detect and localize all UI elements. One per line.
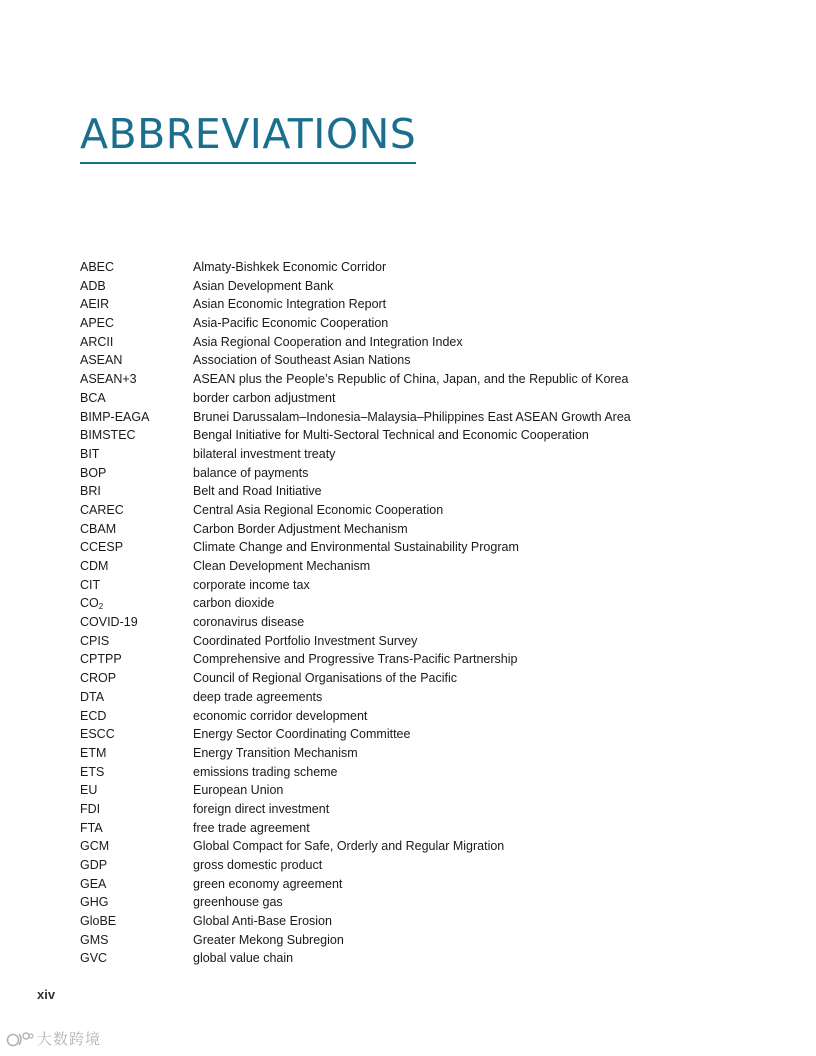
abbreviation-row xyxy=(80,669,760,688)
abbreviation-definition: emissions trading scheme xyxy=(193,764,338,779)
abbreviation-row xyxy=(80,538,760,557)
abbreviation-term: CCESP xyxy=(80,540,124,555)
abbreviation-term: CAREC xyxy=(80,502,124,517)
abbreviation-term: GloBE xyxy=(80,914,117,929)
abbreviation-row xyxy=(80,632,760,651)
abbreviation-definition: Carbon Border Adjustment Mechanism xyxy=(193,521,408,536)
abbreviation-definition: border carbon adjustment xyxy=(193,390,336,405)
abbreviation-term: ABEC xyxy=(80,260,115,274)
title-underline xyxy=(80,162,416,164)
abbreviation-definition: Energy Sector Coordinating Committee xyxy=(193,727,411,742)
watermark-text: 大数跨境 xyxy=(37,1030,102,1048)
abbreviation-definition: Greater Mekong Subregion xyxy=(193,932,344,947)
abbreviation-row xyxy=(80,426,760,445)
abbreviation-definition: coronavirus disease xyxy=(193,615,305,630)
abbreviation-row xyxy=(80,781,760,800)
abbreviation-term: BIT xyxy=(80,446,100,461)
abbreviation-definition: Central Asia Regional Economic Cooperation xyxy=(193,502,444,517)
abbreviation-term: ETS xyxy=(80,764,105,779)
abbreviation-term: CBAM xyxy=(80,521,117,536)
abbreviation-definition: ASEAN plus the People’s Republic of China, Japan, and the Republic of Korea xyxy=(193,372,629,387)
abbreviation-term: CIT xyxy=(80,577,101,592)
abbreviation-definition: Asian Development Bank xyxy=(193,278,334,293)
abbreviation-row xyxy=(80,856,760,875)
abbreviation-definition: Bengal Initiative for Multi-Sectoral Technical and Economic Cooperation xyxy=(193,428,589,443)
abbreviation-term: GDP xyxy=(80,858,108,872)
abbreviation-definition: Brunei Darussalam–Indonesia–Malaysia–Philippines East ASEAN Growth Area xyxy=(193,409,631,424)
abbreviation-term: AEIR xyxy=(80,297,110,312)
abbreviation-term: ETM xyxy=(80,745,107,760)
abbreviation-row xyxy=(80,482,760,501)
watermark xyxy=(6,1028,101,1049)
abbreviation-definition: Coordinated Portfolio Investment Survey xyxy=(193,633,418,648)
abbreviation-row xyxy=(80,650,760,669)
abbreviation-row xyxy=(80,389,760,408)
abbreviation-term: FTA xyxy=(80,820,103,835)
abbreviation-row xyxy=(80,613,760,632)
abbreviation-row xyxy=(80,912,760,931)
abbreviation-term: ADB xyxy=(80,278,106,293)
abbreviation-term: CROP xyxy=(80,671,117,686)
abbreviation-row xyxy=(80,725,760,744)
abbreviation-term: ECD xyxy=(80,708,107,723)
abbreviation-definition: carbon dioxide xyxy=(193,596,275,611)
abbreviation-row xyxy=(80,800,760,819)
abbreviation-row xyxy=(80,594,760,613)
abbreviation-term: COVID-19 xyxy=(80,615,138,630)
abbreviation-definition: Global Anti-Base Erosion xyxy=(193,914,332,929)
abbreviation-definition: Comprehensive and Progressive Trans-Pacific Partnership xyxy=(193,652,518,667)
abbreviation-row xyxy=(80,445,760,464)
abbreviation-row xyxy=(80,408,760,427)
abbreviation-list xyxy=(80,258,760,968)
abbreviation-row xyxy=(80,333,760,352)
abbreviation-term: ASEAN xyxy=(80,353,123,368)
abbreviation-definition: greenhouse gas xyxy=(193,895,283,910)
abbreviation-term: ARCII xyxy=(80,334,114,349)
abbreviation-definition: bilateral investment treaty xyxy=(193,446,336,461)
abbreviation-row xyxy=(80,707,760,726)
abbreviation-definition: Climate Change and Environmental Sustainability Program xyxy=(193,540,519,555)
abbreviation-definition: free trade agreement xyxy=(193,820,310,835)
abbreviation-term: GEA xyxy=(80,876,107,891)
abbreviation-term: BCA xyxy=(80,390,106,405)
abbreviation-row xyxy=(80,351,760,370)
abbreviation-term: BRI xyxy=(80,484,101,499)
abbreviation-row xyxy=(80,931,760,950)
abbreviation-row xyxy=(80,258,760,277)
abbreviation-term: CPIS xyxy=(80,633,110,648)
abbreviation-definition: Asian Economic Integration Report xyxy=(193,297,387,312)
page-number: xiv xyxy=(37,987,56,1002)
abbreviation-term: APEC xyxy=(80,316,115,331)
abbreviation-definition: economic corridor development xyxy=(193,708,368,723)
abbreviation-term: ESCC xyxy=(80,727,115,742)
abbreviation-term: CPTPP xyxy=(80,652,122,667)
abbreviation-definition: green economy agreement xyxy=(193,876,343,891)
watermark-logo-icon xyxy=(6,1030,34,1048)
abbreviation-definition: Global Compact for Safe, Orderly and Regular Migration xyxy=(193,839,505,854)
abbreviation-row xyxy=(80,277,760,296)
abbreviation-term: GCM xyxy=(80,839,110,854)
abbreviation-term: BIMP-EAGA xyxy=(80,409,150,424)
abbreviation-row xyxy=(80,464,760,483)
abbreviation-definition: Energy Transition Mechanism xyxy=(193,745,358,760)
abbreviation-term: EU xyxy=(80,783,98,798)
abbreviation-definition: Clean Development Mechanism xyxy=(193,559,371,573)
abbreviation-row xyxy=(80,314,760,333)
abbreviation-row xyxy=(80,295,760,314)
abbreviation-row xyxy=(80,370,760,389)
abbreviation-definition: gross domestic product xyxy=(193,858,323,872)
abbreviation-definition: Almaty-Bishkek Economic Corridor xyxy=(193,260,387,274)
abbreviation-definition: corporate income tax xyxy=(193,577,310,592)
abbreviation-definition: Asia Regional Cooperation and Integration Index xyxy=(193,334,463,349)
abbreviation-term: ASEAN+3 xyxy=(80,372,137,387)
abbreviation-definition: Association of Southeast Asian Nations xyxy=(193,353,411,368)
abbreviation-row xyxy=(80,501,760,520)
abbreviation-row xyxy=(80,893,760,912)
abbreviation-term: BIMSTEC xyxy=(80,428,136,443)
abbreviation-row xyxy=(80,763,760,782)
abbreviation-row xyxy=(80,819,760,838)
abbreviation-term: CDM xyxy=(80,559,109,573)
abbreviation-row xyxy=(80,557,760,576)
abbreviation-term: GVC xyxy=(80,951,108,966)
abbreviation-row xyxy=(80,744,760,763)
abbreviation-definition: foreign direct investment xyxy=(193,801,330,816)
abbreviation-term: GHG xyxy=(80,895,109,910)
abbreviation-term-subscript: 2 xyxy=(98,602,104,612)
abbreviation-definition: Asia-Pacific Economic Cooperation xyxy=(193,316,389,331)
abbreviation-definition: Belt and Road Initiative xyxy=(193,484,322,499)
abbreviation-term: DTA xyxy=(80,689,105,704)
abbreviation-row xyxy=(80,520,760,539)
abbreviation-definition: balance of payments xyxy=(193,465,309,480)
abbreviation-definition: deep trade agreements xyxy=(193,689,323,704)
abbreviation-row xyxy=(80,688,760,707)
abbreviation-row xyxy=(80,837,760,856)
abbreviation-definition: global value chain xyxy=(193,951,294,966)
abbreviation-row xyxy=(80,949,760,968)
abbreviation-term: BOP xyxy=(80,465,107,480)
page-title: ABBREVIATIONS xyxy=(80,110,417,158)
abbreviation-term: $CO_2$ xyxy=(80,596,104,612)
abbreviation-row xyxy=(80,576,760,595)
abbreviation-term: GMS xyxy=(80,932,109,947)
abbreviation-definition: Council of Regional Organisations of the Pacific xyxy=(193,671,458,686)
abbreviation-definition: European Union xyxy=(193,783,284,798)
abbreviation-term: FDI xyxy=(80,801,101,816)
abbreviation-row xyxy=(80,875,760,894)
